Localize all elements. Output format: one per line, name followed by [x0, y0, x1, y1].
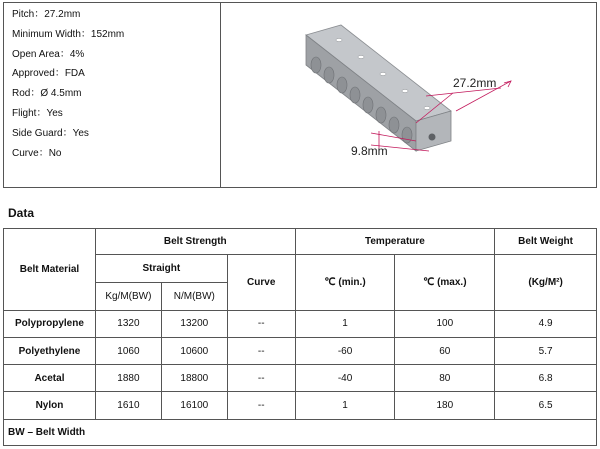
header-belt-weight: Belt Weight — [495, 229, 597, 255]
belt-module-body — [306, 25, 451, 151]
header-temp-min: ℃ (min.) — [295, 255, 395, 311]
table-row — [4, 337, 597, 364]
row-curve: -- — [227, 392, 295, 419]
header-straight: Straight — [95, 255, 227, 283]
spec-open-area: Open Area：4% — [12, 48, 85, 60]
spec-rod: Rod：Ø 4.5mm — [12, 88, 82, 100]
row-material: Acetal — [4, 365, 96, 392]
spec-curve: Curve：No — [12, 147, 62, 159]
table-footnote: BW – Belt Width — [4, 419, 597, 445]
spec-panel — [3, 2, 597, 188]
header-temp-max: ℃ (max.) — [395, 255, 495, 311]
row-tmin: 1 — [295, 392, 395, 419]
header-nm: N/M(BW) — [161, 283, 227, 310]
spec-flight: Flight：Yes — [12, 107, 63, 119]
row-material: Nylon — [4, 392, 96, 419]
row-nm: 16100 — [161, 392, 227, 419]
header-belt-material: Belt Material — [4, 229, 96, 311]
row-kgm: 1880 — [95, 365, 161, 392]
spec-list — [4, 3, 221, 187]
belt-module-illustration — [221, 3, 596, 187]
table-row — [4, 365, 597, 392]
row-tmin: -40 — [295, 365, 395, 392]
row-material: Polyethylene — [4, 337, 96, 364]
row-tmax: 60 — [395, 337, 495, 364]
row-tmax: 180 — [395, 392, 495, 419]
row-curve: -- — [227, 310, 295, 337]
row-curve: -- — [227, 337, 295, 364]
header-weight-unit: (Kg/M²) — [495, 255, 597, 311]
row-kgm: 1610 — [95, 392, 161, 419]
row-weight: 6.8 — [495, 365, 597, 392]
row-curve: -- — [227, 365, 295, 392]
header-temperature: Temperature — [295, 229, 495, 255]
spec-pitch: Pitch：27.2mm — [12, 9, 81, 20]
header-curve: Curve — [227, 255, 295, 311]
data-section-title: Data — [8, 206, 35, 220]
row-tmin: -60 — [295, 337, 395, 364]
spec-minimum-width: Minimum Width：152mm — [12, 28, 125, 40]
row-material: Polypropylene — [4, 310, 96, 337]
row-kgm: 1060 — [95, 337, 161, 364]
belt-module-figure — [221, 3, 596, 187]
spec-approved: Approved：FDA — [12, 68, 85, 80]
table-row — [4, 310, 597, 337]
row-tmax: 80 — [395, 365, 495, 392]
rod-gap-dimension-label: 9.8mm — [351, 144, 388, 158]
belt-data-table — [3, 228, 597, 446]
row-tmin: 1 — [295, 310, 395, 337]
row-weight: 4.9 — [495, 310, 597, 337]
table-row — [4, 392, 597, 419]
row-nm: 10600 — [161, 337, 227, 364]
row-weight: 5.7 — [495, 337, 597, 364]
header-kgm: Kg/M(BW) — [95, 283, 161, 310]
row-kgm: 1320 — [95, 310, 161, 337]
row-weight: 6.5 — [495, 392, 597, 419]
row-tmax: 100 — [395, 310, 495, 337]
spec-side-guard: Side Guard：Yes — [12, 127, 89, 139]
pitch-dimension-label: 27.2mm — [453, 76, 497, 90]
row-nm: 18800 — [161, 365, 227, 392]
row-nm: 13200 — [161, 310, 227, 337]
header-belt-strength: Belt Strength — [95, 229, 295, 255]
